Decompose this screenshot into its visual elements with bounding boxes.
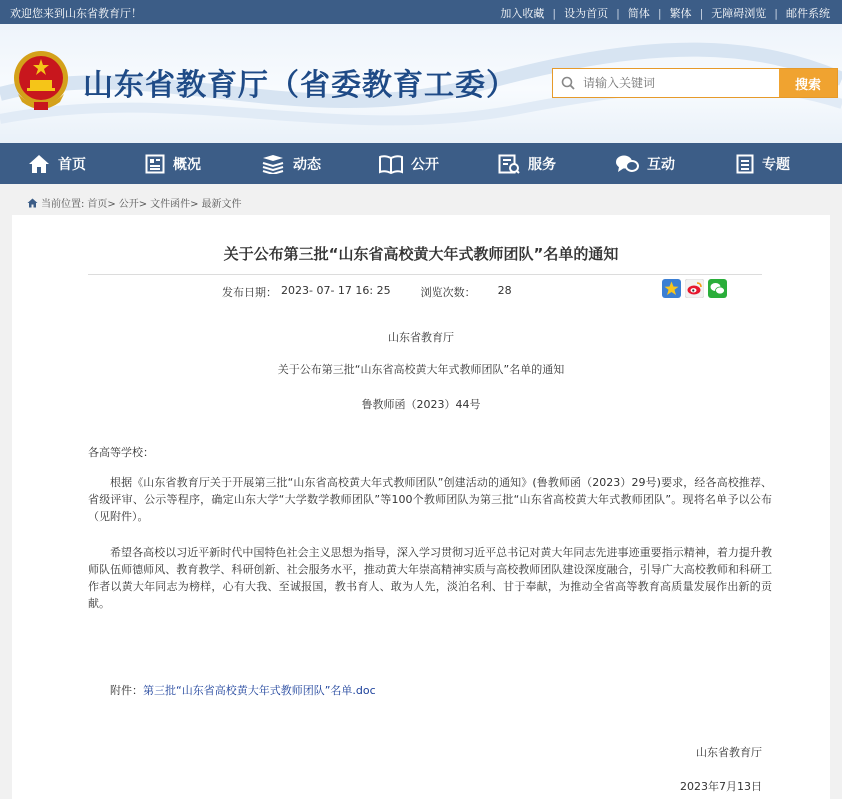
nav-item-label: 概况 <box>173 156 201 173</box>
breadcrumb-public[interactable]: 公开> <box>118 199 148 210</box>
publish-date-label: 发布日期： <box>222 286 277 299</box>
simplified-link[interactable]: 简体 <box>627 7 650 20</box>
separator: | <box>552 6 557 20</box>
share-buttons <box>662 279 727 298</box>
site-header <box>0 24 842 143</box>
breadcrumb <box>27 195 242 210</box>
nav-item-label: 专题 <box>762 156 790 173</box>
breadcrumb-prefix: 当前位置: <box>41 199 85 210</box>
separator: | <box>699 6 704 20</box>
chat-icon <box>615 154 639 174</box>
nav-item-label: 公开 <box>411 156 439 173</box>
site-title: 山东省教育厅（省委教育工委） <box>83 68 517 103</box>
search-icon <box>553 69 583 97</box>
mail-system-link[interactable]: 邮件系统 <box>786 7 830 20</box>
top-bar <box>0 0 842 24</box>
accessibility-link[interactable]: 无障碍浏览 <box>711 7 767 20</box>
breadcrumb-latest[interactable]: 最新文件 <box>201 199 242 210</box>
nav-item-home[interactable] <box>0 143 114 184</box>
qzone-share-icon[interactable] <box>662 279 681 298</box>
separator: | <box>657 6 662 20</box>
nav-item-label: 服务 <box>528 156 556 173</box>
news-icon <box>261 154 285 174</box>
national-emblem-icon <box>12 50 70 112</box>
separator: | <box>774 6 778 20</box>
traditional-link[interactable]: 繁体 <box>669 7 692 20</box>
weibo-share-icon[interactable] <box>685 279 704 298</box>
attachment-link[interactable]: 第三批“山东省高校黄大年式教师团队”名单.doc <box>143 684 376 697</box>
nav-item-topic[interactable] <box>704 143 822 184</box>
issuer: 山东省教育厅 <box>388 331 454 344</box>
overview-icon <box>145 154 165 174</box>
paragraph-2: 希望各高校以习近平新时代中国特色社会主义思想为指导，深入学习贯彻习近平总书记对黄大年同志先进事迹重要指示精神，着力提升教师队伍师德师风、教育教学、科研创新、社会服务水平，推动黄大年崇高精神实质与高校教师团队建设深度融合，引导广大高校教师和科研工作者以黄大年同志为榜样，心有大我、至诚报国，教书育人、敢为人先，淡泊名利、甘于奉献，为推动全省高等教育高质量发展作出新的贡献。 <box>88 546 772 610</box>
home-icon <box>27 198 38 208</box>
article-container <box>12 215 830 799</box>
nav-item-label: 首页 <box>58 156 86 173</box>
sign-date: 2023年7月13日 <box>680 780 762 793</box>
nav-item-label: 互动 <box>647 156 675 173</box>
add-favorite-link[interactable]: 加入收藏 <box>500 7 545 20</box>
breadcrumb-documents[interactable]: 文件函件> <box>150 199 199 210</box>
article-title: 关于公布第三批“山东省高校黄大年式教师团队”名单的通知 <box>223 245 619 263</box>
nav-item-public[interactable] <box>350 143 468 184</box>
main-nav <box>0 143 842 184</box>
views-label: 浏览次数： <box>420 286 476 299</box>
document-number: 鲁教师函（2023）44号 <box>361 398 481 411</box>
separator: | <box>616 6 620 20</box>
signature: 山东省教育厅 <box>696 746 762 759</box>
attachment-label: 附件： <box>110 684 143 697</box>
home-icon <box>28 154 50 174</box>
search-button[interactable]: 搜索 <box>779 69 837 97</box>
views-count: 28 <box>497 284 512 297</box>
top-links <box>492 5 838 21</box>
breadcrumb-home[interactable]: 首页> <box>87 199 116 210</box>
article-meta <box>222 284 512 300</box>
nav-item-service[interactable] <box>468 143 586 184</box>
salutation: 各高等学校： <box>88 446 154 459</box>
topic-icon <box>736 154 754 174</box>
attachment <box>110 682 376 698</box>
nav-item-news[interactable] <box>232 143 350 184</box>
book-icon <box>379 154 403 174</box>
service-icon <box>498 154 520 174</box>
welcome-text: 欢迎您来到山东省教育厅！ <box>10 7 142 20</box>
nav-item-overview[interactable] <box>114 143 232 184</box>
paragraph-1: 根据《山东省教育厅关于开展第三批“山东省高校黄大年式教师团队”创建活动的通知》(鲁教师函（2023）29号)要求，经各高校推荐、省级评审、公示等程序，确定山东大学“大学数学教师团队”等100个教师团队为第三批“山东省高校黄大年式教师团队”。现将名单予以公布（见附件）。 <box>88 476 772 523</box>
nav-item-interaction[interactable] <box>586 143 704 184</box>
wechat-share-icon[interactable] <box>708 279 727 298</box>
nav-item-label: 动态 <box>293 156 321 173</box>
search-input[interactable] <box>583 69 779 97</box>
article-subtitle: 关于公布第三批“山东省高校黄大年式教师团队”名单的通知 <box>277 363 565 376</box>
publish-date: 2023- 07- 17 16: 25 <box>281 284 391 297</box>
title-divider <box>88 274 762 275</box>
search-box <box>552 68 838 98</box>
set-homepage-link[interactable]: 设为首页 <box>564 7 609 20</box>
